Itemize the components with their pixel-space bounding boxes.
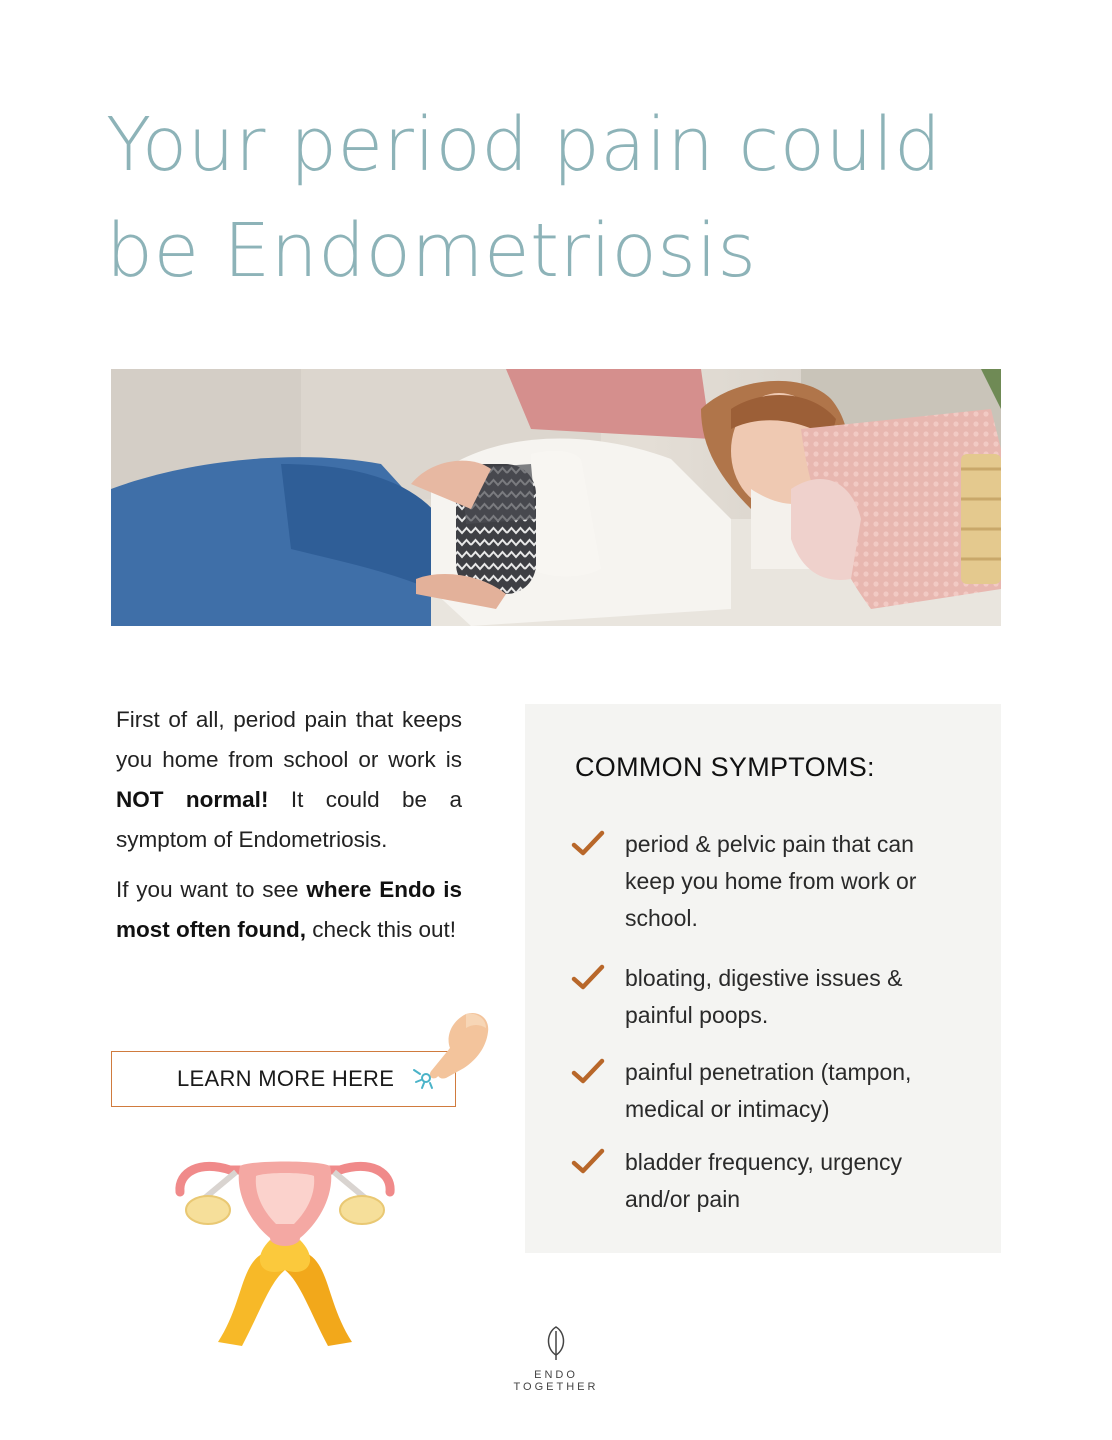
where-endo-emphasis: where Endo is most often found,: [116, 877, 462, 942]
symptoms-heading: COMMON SYMPTOMS:: [575, 752, 875, 782]
page-title: [106, 92, 1026, 304]
hero-photo: [111, 369, 1001, 626]
symptom-text: period & pelvic pain that can keep you home from work or school.: [625, 831, 917, 931]
title-line-2: be Endometriosis: [106, 208, 757, 294]
symptom-text: bloating, digestive issues & painful poops.: [625, 965, 903, 1028]
hand-pointer-icon: [406, 1008, 496, 1092]
logo-text-endo: ENDO: [534, 1369, 578, 1381]
endo-together-logo: [500, 1325, 612, 1393]
uterus-ribbon-illustration: [170, 1152, 400, 1352]
symptoms-panel: [525, 704, 1001, 1253]
checkmark-icon: [571, 964, 605, 992]
symptom-text: painful penetration (tampon, medical or intimacy): [625, 1059, 912, 1122]
intro-text: [116, 700, 462, 960]
checkmark-icon: [571, 1148, 605, 1176]
leaf-logo-icon: [544, 1325, 568, 1361]
learn-more-label: LEARN MORE HERE: [177, 1066, 395, 1091]
logo-text-together: TOGETHER: [513, 1381, 599, 1393]
woman-on-couch-photo: [111, 369, 1001, 626]
title-line-1: Your period pain could: [106, 102, 942, 188]
intro-paragraph-1: First of all, period pain that keeps you home from school or work is NOT normal! It could be a symptom of Endometriosis.: [116, 707, 462, 852]
learn-more-button[interactable]: [111, 1051, 456, 1107]
checkmark-icon: [571, 830, 605, 858]
not-normal-emphasis: NOT normal!: [116, 787, 269, 812]
symptom-text: bladder frequency, urgency and/or pain: [625, 1149, 903, 1212]
checkmark-icon: [571, 1058, 605, 1086]
intro-paragraph-2: If you want to see where Endo is most often found, check this out!: [116, 877, 462, 942]
